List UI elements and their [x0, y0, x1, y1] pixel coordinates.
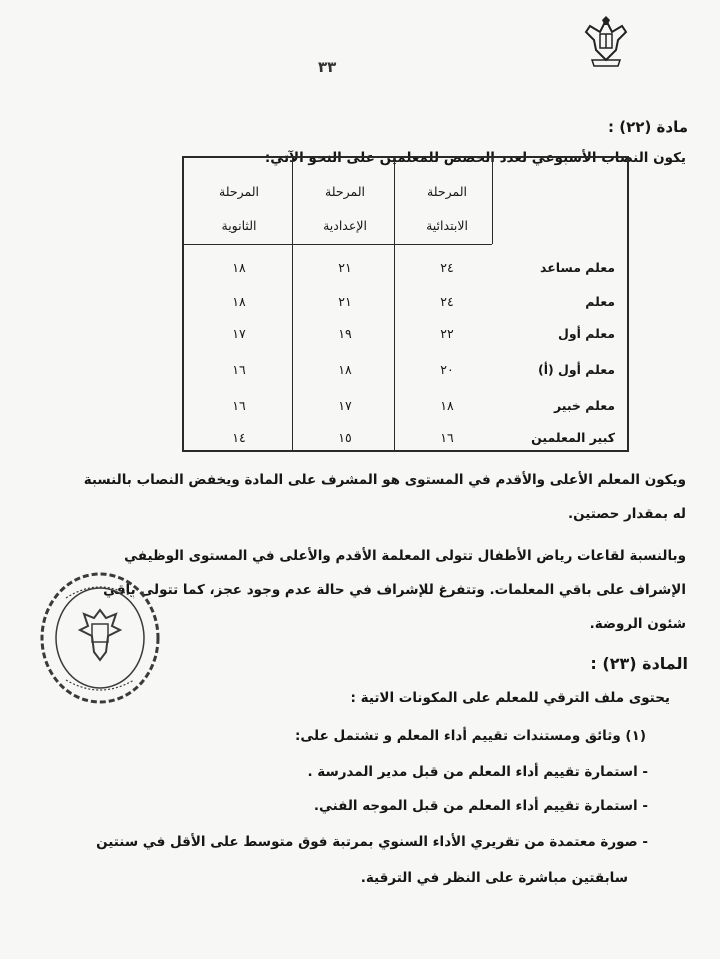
cell-first-secondary: ١٧ [232, 326, 246, 341]
header-primary-line1: المرحلة [427, 184, 467, 199]
para2-line3: شئون الروضة. [589, 616, 686, 632]
article-23-bullet2: - استمارة تقييم أداء المعلم من قبل الموجه الفني. [313, 798, 648, 814]
table-col-divider-1 [292, 156, 293, 452]
header-primary-line2: الابتدائية [426, 218, 468, 233]
cell-chief-secondary: ١٤ [232, 430, 246, 445]
article-22-intro: يكون النصاب الأسبوعي لعدد الحصص للمعلمين على النحو الآتي: [264, 150, 686, 166]
row-label-assistant-teacher: معلم مساعد [540, 260, 615, 275]
row-label-teacher: معلم [585, 294, 615, 309]
cell-expert-secondary: ١٦ [232, 398, 246, 413]
cell-first-primary: ٢٢ [440, 326, 454, 341]
article-23-bullet3-line1: - صورة معتمدة من تقريري الأداء السنوي بمرتبة فوق متوسط على الأقل في سنتين [96, 834, 648, 850]
article-23-bullet3-line2: سابقتين مباشرة على النظر في الترقية. [360, 870, 628, 886]
para1-line1: ويكون المعلم الأعلى والأقدم في المستوى هو المشرف على المادة ويخفض النصاب بالنسبة [83, 472, 686, 488]
official-seal-stamp [36, 568, 164, 708]
row-label-first-teacher-a: معلم أول (أ) [537, 362, 615, 377]
table-col-divider-2 [394, 156, 395, 452]
row-label-expert-teacher: معلم خبير [553, 398, 615, 413]
page-number: ٣٣ [318, 58, 337, 76]
cell-first-a-preparatory: ١٨ [338, 362, 352, 377]
row-label-chief-teacher: كبير المعلمين [531, 430, 615, 445]
header-secondary-line1: المرحلة [219, 184, 259, 199]
cell-expert-primary: ١٨ [440, 398, 454, 413]
para2-line2: الإشراف على باقي المعلمات. وتتفرغ للإشراف في حالة عدم وجود عجز، كما تتولى باقي [103, 582, 686, 598]
para1-line2: له بمقدار حصتين. [567, 506, 686, 522]
cell-first-a-primary: ٢٠ [440, 362, 454, 377]
para2-line1: وبالنسبة لقاعات رياض الأطفال تتولى المعلمة الأقدم والأعلى في المستوى الوظيفي [124, 548, 686, 564]
article-23-heading: المادة (٢٣) : [590, 654, 688, 673]
cell-first-preparatory: ١٩ [338, 326, 352, 341]
cell-assistant-preparatory: ٢١ [338, 260, 352, 275]
cell-chief-primary: ١٦ [440, 430, 454, 445]
table-header-divider [182, 244, 492, 245]
cell-assistant-primary: ٢٤ [440, 260, 454, 275]
cell-first-a-secondary: ١٦ [232, 362, 246, 377]
cell-expert-preparatory: ١٧ [338, 398, 352, 413]
article-22-heading: مادة (٢٢) : [608, 118, 688, 136]
teaching-load-table [182, 156, 629, 452]
header-preparatory-line1: المرحلة [325, 184, 365, 199]
table-col-divider-3 [492, 156, 493, 244]
header-secondary-line2: الثانوية [221, 218, 257, 233]
row-label-first-teacher: معلم أول [558, 326, 615, 341]
cell-assistant-secondary: ١٨ [232, 260, 246, 275]
cell-teacher-primary: ٢٤ [440, 294, 454, 309]
cell-teacher-secondary: ١٨ [232, 294, 246, 309]
cell-chief-preparatory: ١٥ [338, 430, 352, 445]
article-23-item1: (١) وثائق ومستندات تقييم أداء المعلم و تشتمل على: [295, 728, 646, 744]
article-23-intro: يحتوى ملف الترقي للمعلم على المكونات الاتية : [350, 690, 670, 706]
article-23-bullet1: - استمارة تقييم أداء المعلم من قبل مدير المدرسة . [307, 764, 648, 780]
cell-teacher-preparatory: ٢١ [338, 294, 352, 309]
header-preparatory-line2: الإعدادية [323, 218, 367, 233]
eagle-emblem-icon [582, 10, 630, 70]
